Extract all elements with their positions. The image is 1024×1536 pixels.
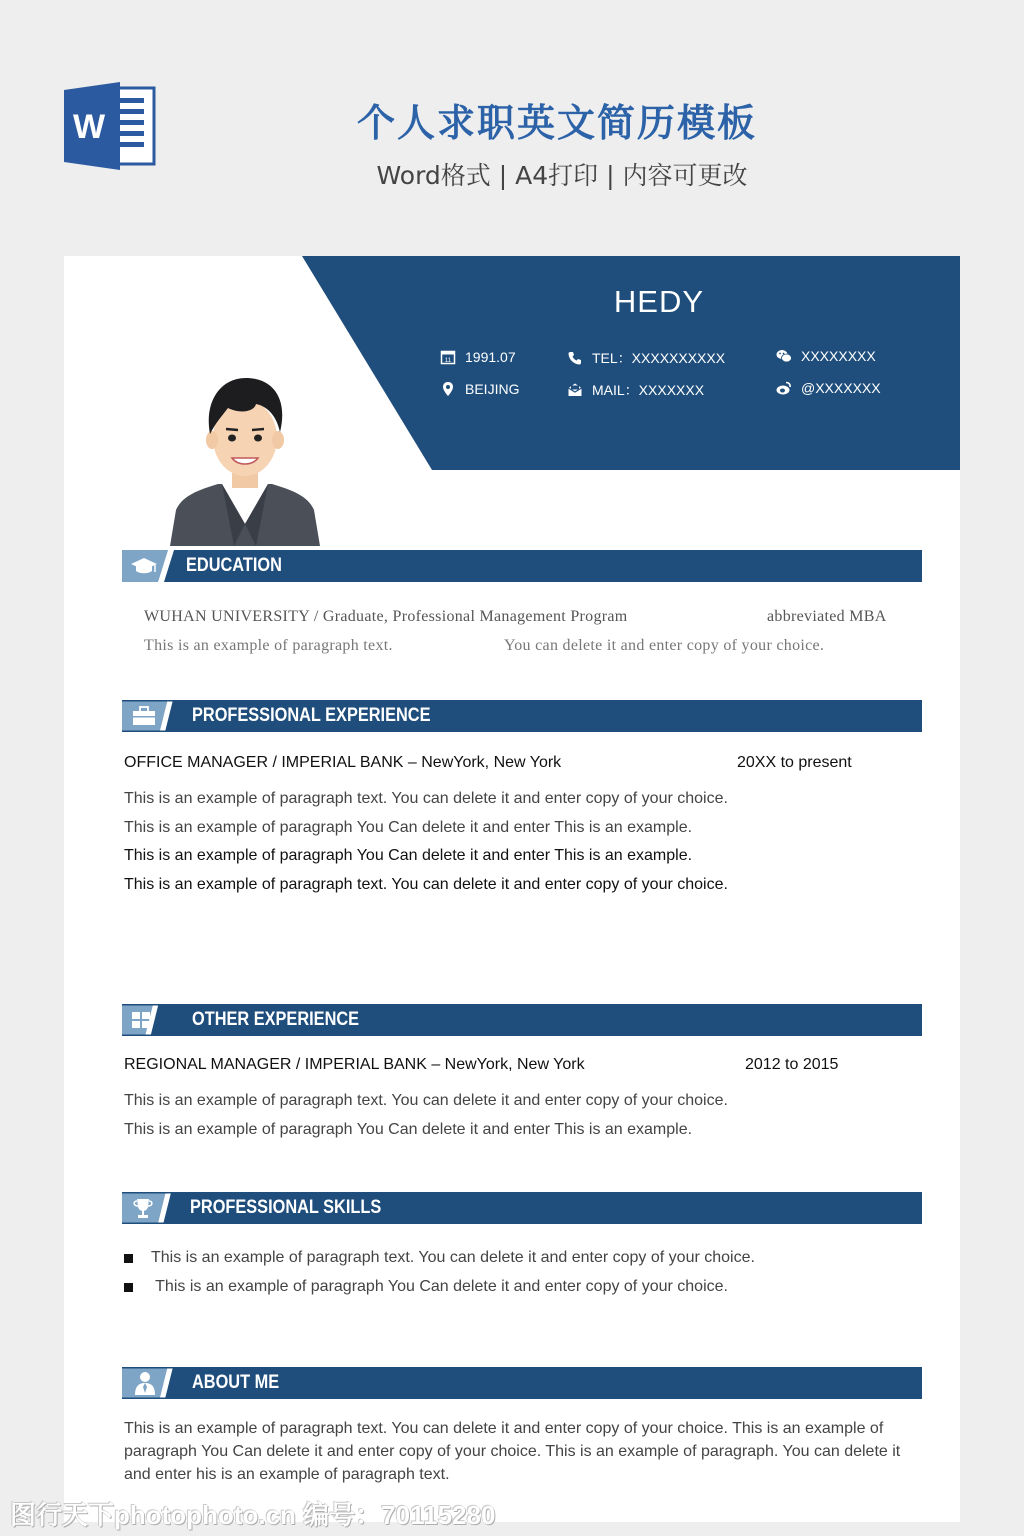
job-title: OFFICE MANAGER / IMPERIAL BANK – NewYork, New York (124, 754, 562, 771)
job-description-line: This is an example of paragraph text. You can delete it and enter copy of your choice. (124, 790, 728, 807)
banner-subtitle: Word格式 | A4打印 | 内容可更改 (376, 161, 748, 190)
section-education-header: EDUCATION (122, 550, 922, 582)
section-professional-skills-header: PROFESSIONAL SKILLS (122, 1192, 922, 1224)
city: BEIJING (440, 381, 519, 397)
svg-text:11: 11 (444, 358, 452, 364)
phone: TEL：XXXXXXXXXX (567, 348, 725, 368)
birth-date: 11 1991.07 (440, 349, 516, 365)
job-description-line: This is an example of paragraph text. You can delete it and enter copy of your choice. (124, 1092, 728, 1109)
bullet-icon (124, 1283, 133, 1292)
watermark: 图行天下photophoto.cn 编号：70115280 (10, 1500, 496, 1530)
about-me-text: This is an example of paragraph text. You can delete it and enter copy of your choice. This is an example of paragraph You Can delete it and enter copy of your choice. This is an example of paragraph. You can delete it and enter his is an example of paragraph text. (124, 1420, 901, 1483)
job-description-line: This is an example of paragraph You Can delete it and enter This is an example. (124, 819, 693, 836)
education-degree: abbreviated MBA (767, 608, 887, 625)
job-period: 2012 to 2015 (745, 1056, 839, 1073)
banner-title: 个人求职英文简历模板 (356, 101, 757, 145)
job-period: 20XX to present (737, 754, 852, 771)
education-description-a: This is an example of paragraph text. (144, 637, 393, 654)
education-school: WUHAN UNIVERSITY / Graduate, Professional Management Program (144, 608, 628, 625)
graduation-cap-icon (130, 556, 158, 576)
skill-item: This is an example of paragraph text. You can delete it and enter copy of your choice. (124, 1249, 755, 1267)
phone-icon (567, 350, 583, 366)
resume-page (64, 256, 960, 1522)
weibo-icon (776, 380, 792, 396)
candidate-name: HEDY (613, 284, 705, 319)
email: MAIL：XXXXXXX (567, 380, 704, 400)
bullet-icon (124, 1254, 133, 1263)
weibo: @XXXXXXX (776, 380, 881, 396)
person-icon (134, 1371, 156, 1395)
education-description-b: You can delete it and enter copy of your choice. (504, 637, 825, 654)
briefcase-icon (132, 706, 156, 726)
windows-icon (131, 1011, 151, 1029)
location-icon (440, 381, 456, 397)
svg-text:W: W (72, 108, 106, 146)
job-description-line: This is an example of paragraph You Can delete it and enter This is an example. (124, 847, 693, 864)
trophy-icon (132, 1197, 154, 1219)
job-description-line: This is an example of paragraph text. You can delete it and enter copy of your choice. (124, 876, 728, 893)
job-description-line: This is an example of paragraph You Can delete it and enter This is an example. (124, 1121, 693, 1138)
mail-icon (567, 382, 583, 398)
section-about-me-header: ABOUT ME (122, 1367, 922, 1399)
wechat-icon (776, 348, 792, 364)
section-professional-experience-header: PROFESSIONAL EXPERIENCE (122, 700, 922, 732)
skill-item: This is an example of paragraph You Can delete it and enter copy of your choice. (124, 1278, 728, 1296)
job-title: REGIONAL MANAGER / IMPERIAL BANK – NewYork, New York (124, 1056, 585, 1073)
wechat: XXXXXXXX (776, 348, 876, 364)
section-other-experience-header: OTHER EXPERIENCE (122, 1004, 922, 1036)
calendar-icon (440, 349, 456, 365)
avatar (170, 374, 320, 546)
